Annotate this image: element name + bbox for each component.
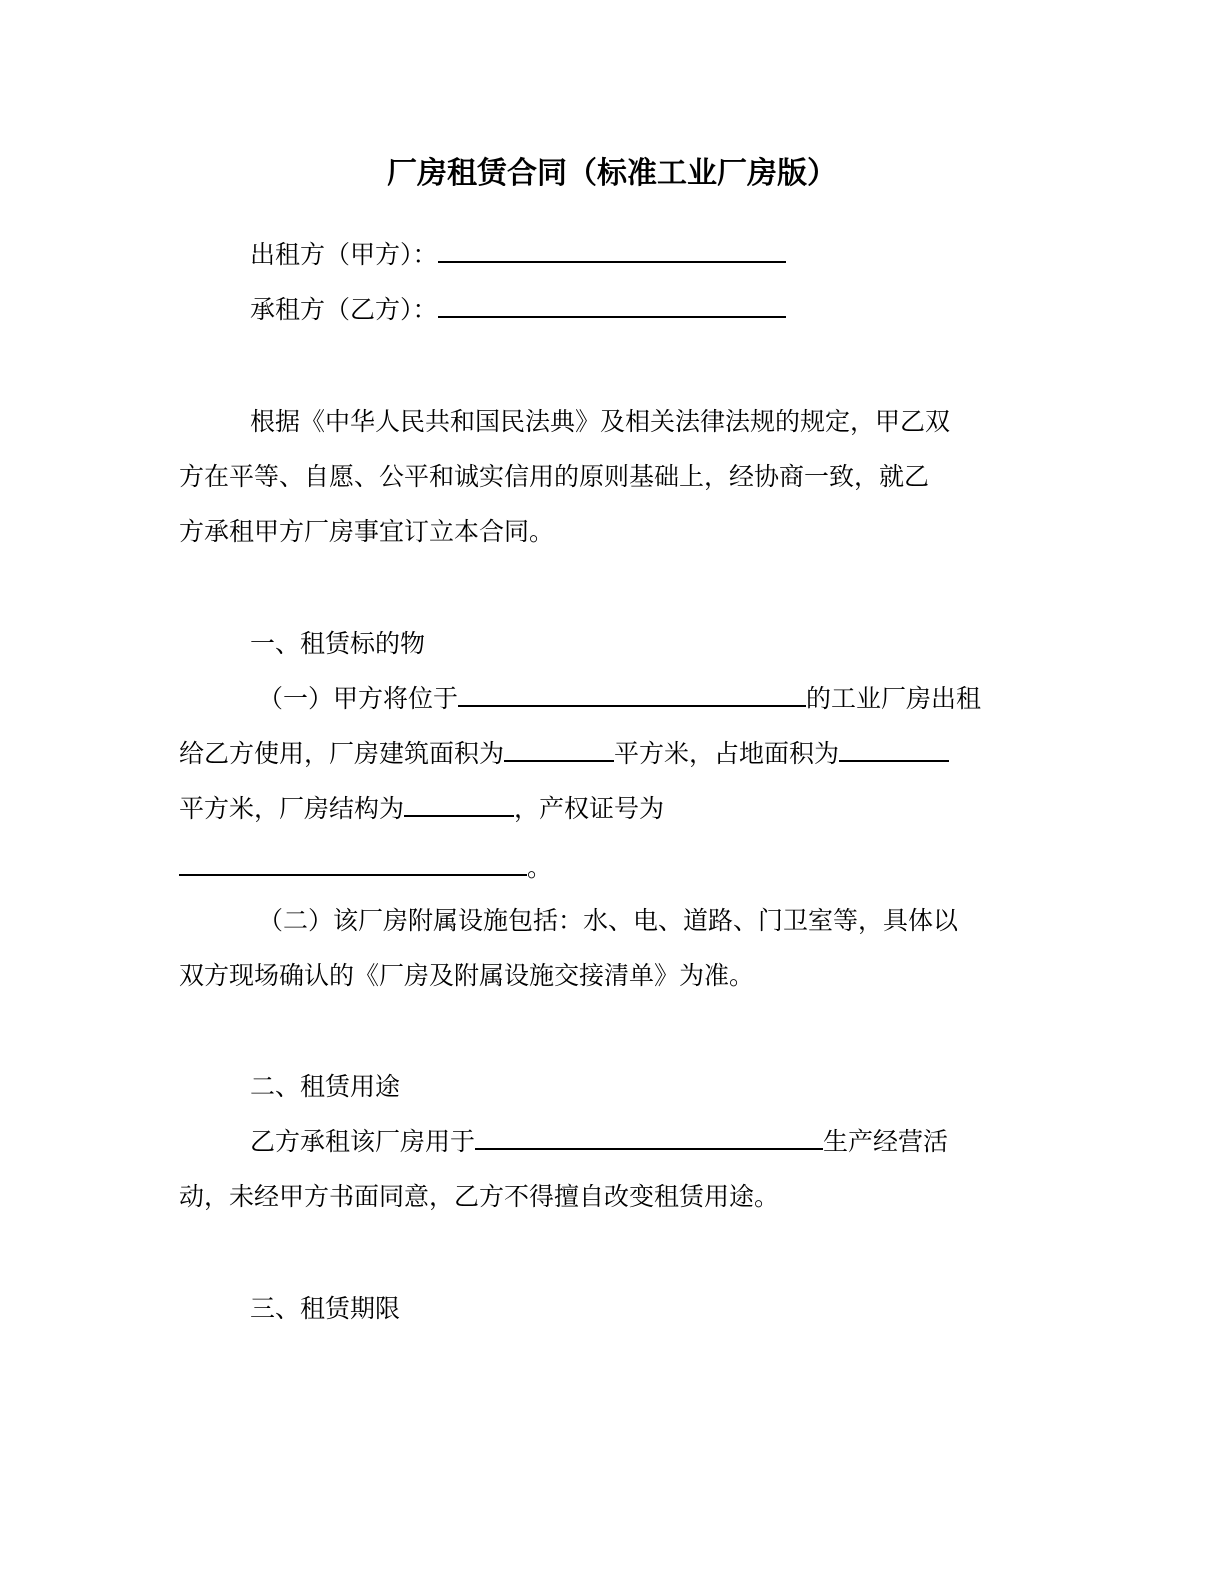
preamble-line-2: 方在平等、自愿、公平和诚实信用的原则基础上，经协商一致，就乙 xyxy=(179,462,930,491)
section1-item1-line3 xyxy=(179,791,664,827)
item1-text-b: 的工业厂房出租 xyxy=(806,684,982,713)
lessor-label: 出租方（甲方）： xyxy=(250,240,438,269)
section1-heading: 一、租赁标的物 xyxy=(250,629,426,658)
section1-item1-line4 xyxy=(179,850,552,886)
lessor-line xyxy=(250,237,786,273)
lessee-label: 承租方（乙方）： xyxy=(250,295,438,324)
section1-item1-line1 xyxy=(258,681,981,717)
section1-item2-line1: （二）该厂房附属设施包括：水、电、道路、门卫室等，具体以 xyxy=(258,906,959,935)
item1-text-g: 。 xyxy=(527,853,553,882)
section2-line1 xyxy=(250,1124,948,1160)
building-area-blank xyxy=(504,736,614,762)
preamble-line-1: 根据《中华人民共和国民法典》及相关法律法规的规定，甲乙双 xyxy=(250,407,951,436)
section2-text-b: 生产经营活 xyxy=(823,1127,949,1156)
lessor-blank xyxy=(438,237,786,263)
section2-heading: 二、租赁用途 xyxy=(250,1072,401,1101)
document-title: 厂房租赁合同（标准工业厂房版） xyxy=(387,156,837,191)
lessee-blank xyxy=(438,292,786,318)
section3-heading: 三、租赁期限 xyxy=(250,1294,401,1323)
purpose-blank xyxy=(475,1124,823,1150)
preamble-line-3: 方承租甲方厂房事宜订立本合同。 xyxy=(179,517,555,546)
item1-text-c: 给乙方使用，厂房建筑面积为 xyxy=(179,739,505,768)
location-blank xyxy=(458,681,806,707)
item1-text-e: 平方米，厂房结构为 xyxy=(179,794,405,823)
item1-text-a: （一）甲方将位于 xyxy=(258,684,459,713)
section2-text-a: 乙方承租该厂房用于 xyxy=(250,1127,476,1156)
land-area-blank xyxy=(839,736,949,762)
section2-line2: 动，未经甲方书面同意，乙方不得擅自改变租赁用途。 xyxy=(179,1182,780,1211)
structure-blank xyxy=(404,791,514,817)
certificate-blank xyxy=(179,850,527,876)
section1-item1-line2 xyxy=(179,736,949,772)
item1-text-f: ，产权证号为 xyxy=(514,794,665,823)
item1-text-d: 平方米，占地面积为 xyxy=(614,739,840,768)
section1-item2-line2: 双方现场确认的《厂房及附属设施交接清单》为准。 xyxy=(179,961,755,990)
lessee-line xyxy=(250,292,786,328)
